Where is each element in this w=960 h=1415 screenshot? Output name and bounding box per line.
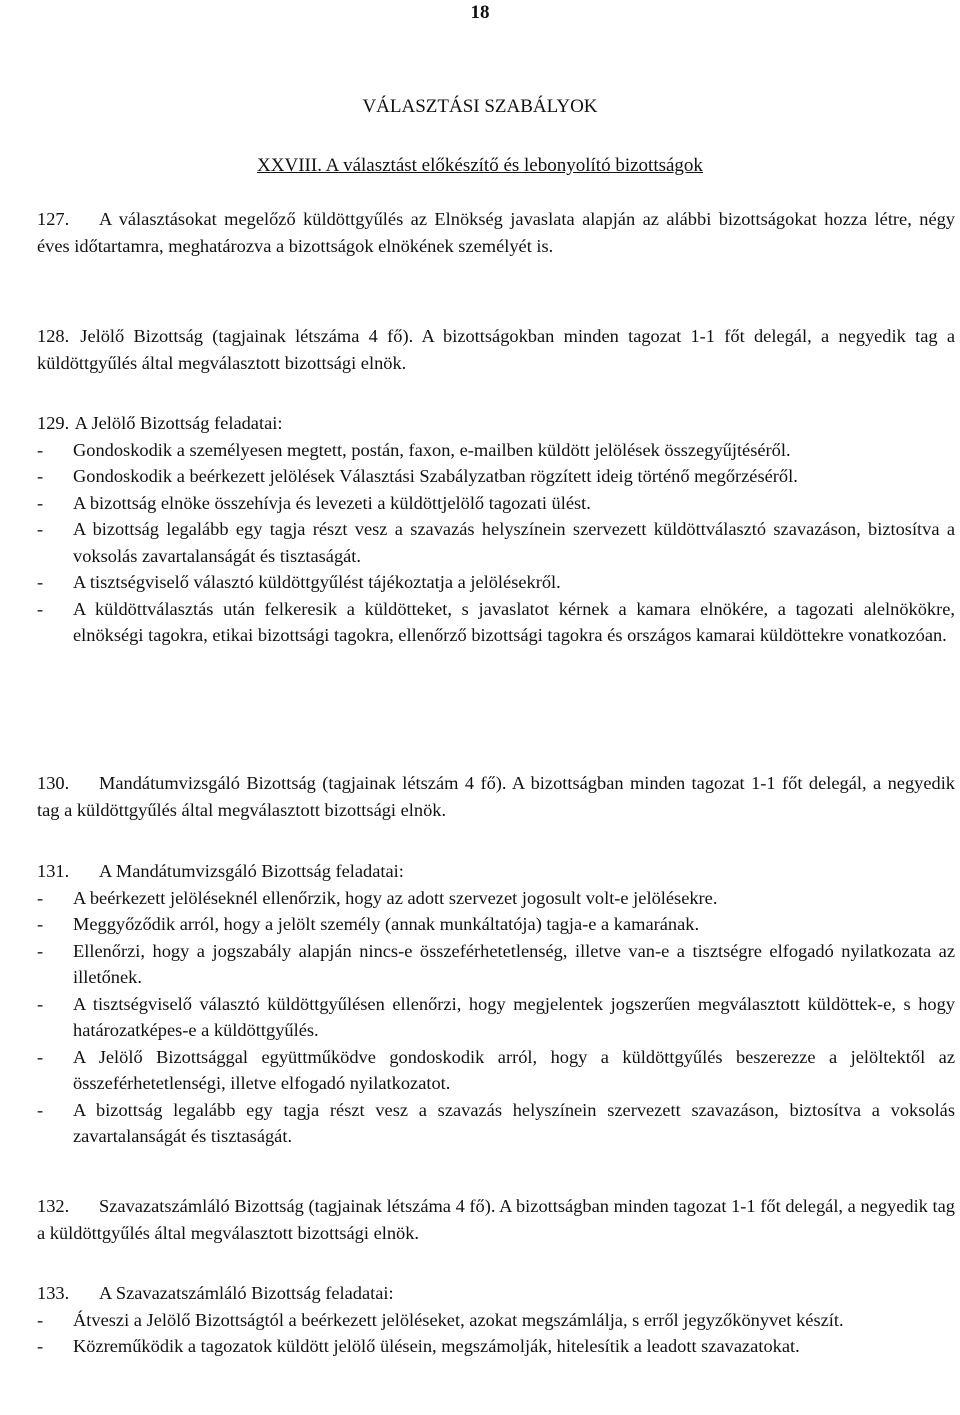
paragraph-number: 130. xyxy=(37,773,70,793)
list-item: - Meggyőződik arról, hogy a jelölt személy (annak munkáltatója) tagja-e a kamarának. xyxy=(37,914,700,934)
list-item: - A bizottság legalább egy tagja részt vesz a szavazás helyszínein szervezett szavazáson, biztosítva a voksolás zavartalanságát és tisztaságát. xyxy=(37,1099,955,1146)
paragraph-intro: A Mandátumvizsgáló Bizottság feladatai: xyxy=(99,861,404,881)
paragraph-text: Jelölő Bizottság (tagjainak létszáma 4 fő). A bizottságokban minden tagozat 1-1 főt delegál, a negyedik tag a küldöttgyűlés által megválasztott bizottsági elnök. xyxy=(37,326,956,373)
paragraph-number: 127. xyxy=(37,209,70,229)
list-item: - A küldöttválasztás után felkeresik a küldötteket, s javaslatot kérnek a kamara elnökére, a tagozati alelnökökre, elnökségi tagokra, etikai bizottsági tagokra, ellenőrző bizottsági tagokra és országos kamarai küldöttekre vonatkozóan. xyxy=(37,598,955,645)
paragraph-132 xyxy=(37,1193,955,1246)
list-item: - A beérkezett jelöléseknél ellenőrzik, hogy az adott szervezet jogosult volt-e jelölésekre. xyxy=(37,887,718,908)
paragraph-number: 131. xyxy=(37,861,70,881)
paragraph-text: Szavazatszámláló Bizottság (tagjainak létszáma 4 fő). A bizottságban minden tagozat 1-1 főt delegál, a negyedik tag a küldöttgyűlés által megválasztott bizottsági elnök. xyxy=(37,1196,955,1243)
list-item: - A Jelölő Bizottsággal együttműködve gondoskodik arról, hogy a küldöttgyűlés beszerezze a jelöltektől az összeférhetetlenségi, illetve elfogadó nyilatkozatot. xyxy=(37,1046,955,1093)
paragraph-text: A választásokat megelőző küldöttgyűlés az Elnökség javaslata alapján az alábbi bizottságokat hozza létre, négy éves időtartamra, meghatározva a bizottságok elnökének személyét is. xyxy=(37,209,955,256)
paragraph-128 xyxy=(37,323,955,376)
paragraph-129 xyxy=(37,410,955,649)
paragraph-text: Mandátumvizsgáló Bizottság (tagjainak létszám 4 fő). A bizottságban minden tagozat 1-1 főt delegál, a negyedik tag a küldöttgyűlés által megválasztott bizottsági elnök. xyxy=(37,773,955,820)
list-item: - Gondoskodik a személyesen megtett, postán, faxon, e-mailben küldött jelölések összegyűjtéséről. xyxy=(37,439,791,460)
list-item: - A bizottság elnöke összehívja és levezeti a küldöttjelölő tagozati ülést. xyxy=(37,492,591,513)
paragraph-number: 128. xyxy=(37,326,70,346)
paragraph-intro: A Szavazatszámláló Bizottság feladatai: xyxy=(99,1283,394,1303)
paragraph-intro: A Jelölő Bizottság feladatai: xyxy=(74,413,283,433)
list-item: - A tisztségviselő választó küldöttgyűlést tájékoztatja a jelölésekről. xyxy=(37,572,561,592)
page-number: 18 xyxy=(470,2,490,23)
paragraph-133 xyxy=(37,1280,955,1360)
chapter-subheading: XXVIII. A választást előkészítő és lebonyolító bizottságok xyxy=(257,155,703,176)
list-item: - Közreműködik a tagozatok küldött jelölő ülésein, megszámolják, hitelesítik a leadott szavazatokat. xyxy=(37,1336,800,1356)
paragraph-number: 133. xyxy=(37,1283,70,1303)
section-heading: VÁLASZTÁSI SZABÁLYOK xyxy=(362,96,598,117)
list-item: - A bizottság legalább egy tagja részt vesz a szavazás helyszínein szervezett küldöttválasztó szavazáson, biztosítva a voksolás zavartalanságát és tisztaságát. xyxy=(37,519,955,566)
paragraph-number: 129. xyxy=(37,413,70,433)
list-item: - Átveszi a Jelölő Bizottságtól a beérkezett jelöléseket, azokat megszámlálja, s erről jegyzőkönyvet készít. xyxy=(37,1309,844,1330)
paragraph-130 xyxy=(37,770,955,823)
paragraph-127 xyxy=(37,206,955,259)
list-item: - Ellenőrzi, hogy a jogszabály alapján nincs-e összeférhetetlenség, illetve van-e a tisztségre elfogadó nyilatkozata az illetőnek. xyxy=(37,940,955,987)
paragraph-number: 132. xyxy=(37,1196,70,1216)
list-item: - A tisztségviselő választó küldöttgyűlésen ellenőrzi, hogy megjelentek jogszerűen megválasztott küldöttek-e, s hogy határozatképes-e a küldöttgyűlés. xyxy=(37,993,955,1040)
paragraph-131 xyxy=(37,858,955,1150)
list-item: - Gondoskodik a beérkezett jelölések Választási Szabályzatban rögzített ideig történő megőrzéséről. xyxy=(37,466,798,486)
